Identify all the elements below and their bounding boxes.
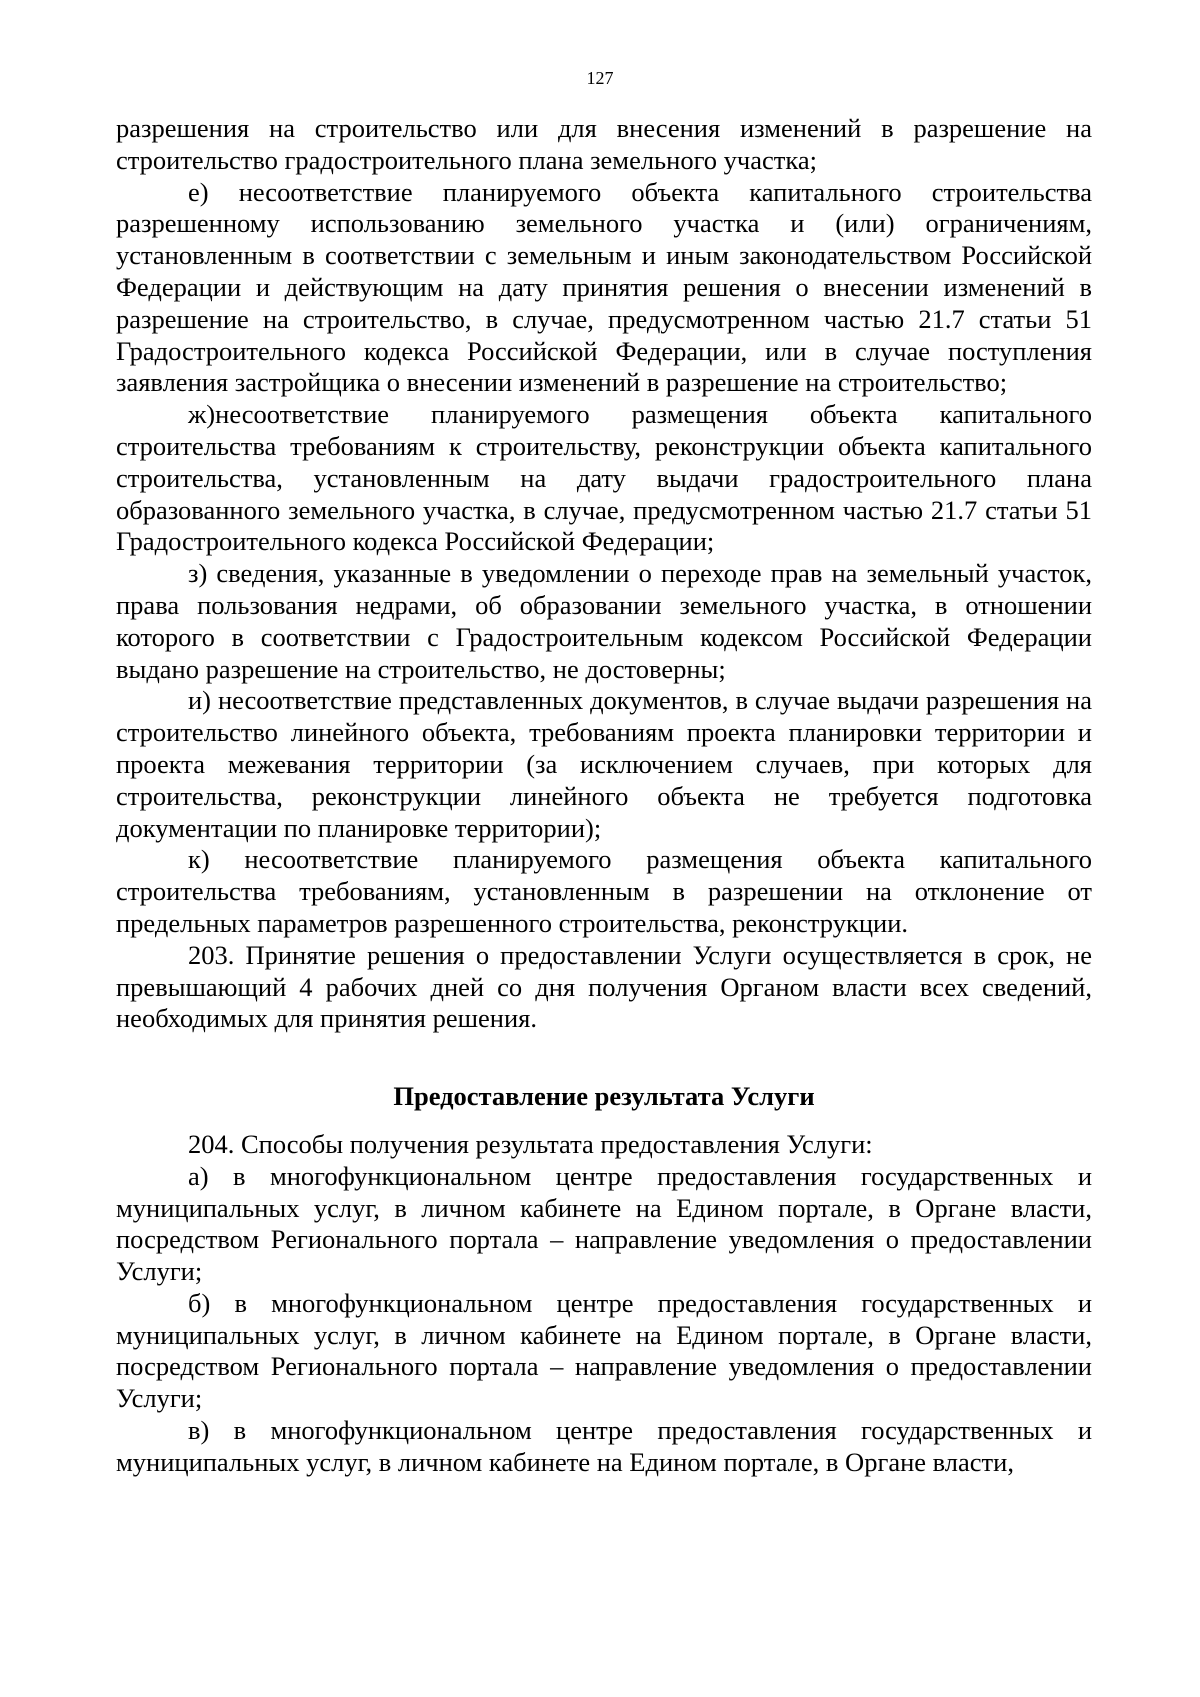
paragraph-item-i: и) несоответствие представленных документов, в случае выдачи разрешения на строительство линейного объекта, требованиям проекта планировки территории и проекта межевания территории (за исключением случаев, при которых для строительства, реконструкции линейного объекта не требуется подготовка документации по планировке территории); <box>116 685 1092 843</box>
paragraph-item-a: а) в многофункциональном центре предоставления государственных и муниципальных услуг, в личном кабинете на Едином портале, в Органе власти, посредством Регионального портала – направление уведомления о предоставлении Услуги; <box>116 1160 1092 1287</box>
paragraph-item-k: к) несоответствие планируемого размещения объекта капитального строительства требованиям, установленным в разрешении на отклонение от предельных параметров разрешенного строительства, реконструкции. <box>116 844 1092 938</box>
page-number: 127 <box>586 68 614 88</box>
paragraph-item-zh: ж)несоответствие планируемого размещения объекта капитального строительства требованиям к строительству, реконструкции объекта капитального строительства, установленным на дату выдачи градостроительного плана образованного земельного участка, в случае, предусмотренном частью 21.7 статьи 51 Градостроительного кодекса Российской Федерации; <box>116 399 1092 557</box>
paragraph-item-b: б) в многофункциональном центре предоставления государственных и муниципальных услуг, в личном кабинете на Едином портале, в Органе власти, посредством Регионального портала – направление уведомления о предоставлении Услуги; <box>116 1287 1092 1414</box>
section-heading: Предоставление результата Услуги <box>393 1081 815 1112</box>
paragraph-item-v: в) в многофункциональном центре предоставления государственных и муниципальных услуг, в личном кабинете на Едином портале, в Органе власти, <box>116 1415 1092 1477</box>
paragraph-continuation: разрешения на строительство или для внесения изменений в разрешение на строительство градостроительного плана земельного участка; <box>116 113 1092 175</box>
paragraph-203: 203. Принятие решения о предоставлении Услуги осуществляется в срок, не превышающий 4 рабочих дней со дня получения Органом власти всех сведений, необходимых для принятия решения. <box>116 939 1092 1034</box>
paragraph-204: 204. Способы получения результата предоставления Услуги: <box>188 1128 873 1159</box>
paragraph-item-z: з) сведения, указанные в уведомлении о переходе прав на земельный участок, права пользования недрами, об образовании земельного участка, в отношении которого в соответствии с Градостроительным кодексом Российской Федерации выдано разрешение на строительство, не достоверны; <box>116 558 1092 684</box>
paragraph-item-e: е) несоответствие планируемого объекта капитального строительства разрешенному использованию земельного участка и (или) ограничениям, установленным в соответствии с земельным и иным законодательством Российской Федерации и действующим на дату принятия решения о внесении изменений в разрешение на строительство, в случае, предусмотренном частью 21.7 статьи 51 Градостроительного кодекса Российской Федерации, или в случае поступления заявления застройщика о внесении изменений в разрешение на строительство; <box>116 176 1092 398</box>
document-body <box>116 113 1092 1479</box>
